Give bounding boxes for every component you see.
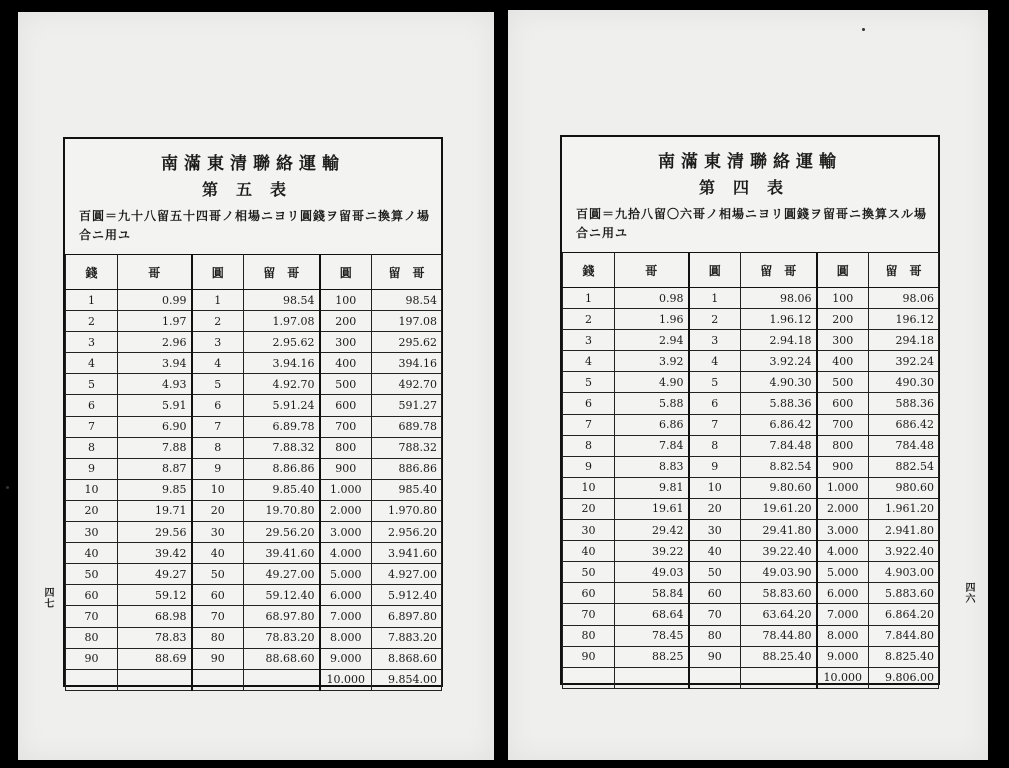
yen-cell: 10 — [192, 479, 244, 500]
table-row — [563, 604, 939, 625]
yen-cell: 7 — [689, 414, 741, 435]
ruble-kopeck-cell-2: 6.897.80 — [372, 606, 442, 627]
table-row — [563, 477, 939, 498]
sen-cell: 30 — [66, 522, 118, 543]
sen-cell — [563, 667, 615, 688]
table-row — [66, 500, 442, 521]
sen-cell: 50 — [563, 562, 615, 583]
kopeck-cell: 19.71 — [118, 500, 192, 521]
page-number: 四七 — [42, 587, 53, 609]
header-yen: 圓 — [192, 255, 244, 290]
ruble-kopeck-cell: 98.06 — [741, 288, 817, 309]
sen-cell: 9 — [563, 456, 615, 477]
sen-cell: 2 — [66, 311, 118, 332]
sen-cell: 5 — [66, 374, 118, 395]
yen-cell-2: 5.000 — [320, 564, 372, 585]
sen-cell: 7 — [563, 414, 615, 435]
kopeck-cell: 8.83 — [615, 456, 689, 477]
yen-cell: 7 — [192, 416, 244, 437]
ruble-kopeck-cell: 19.70.80 — [244, 500, 320, 521]
table-row — [66, 606, 442, 627]
yen-cell-2: 600 — [320, 395, 372, 416]
ruble-kopeck-cell: 6.89.78 — [244, 416, 320, 437]
ruble-kopeck-cell-2: 1.961.20 — [869, 498, 939, 519]
kopeck-cell: 7.88 — [118, 437, 192, 458]
ruble-kopeck-cell: 88.68.60 — [244, 648, 320, 669]
table-title: 南滿東清聯絡運輸 — [658, 152, 842, 172]
ruble-kopeck-cell: 19.61.20 — [741, 498, 817, 519]
kopeck-cell: 68.64 — [615, 604, 689, 625]
ruble-kopeck-cell-2: 591.27 — [372, 395, 442, 416]
ruble-kopeck-cell-2: 3.941.60 — [372, 543, 442, 564]
header-ruble-kopeck: 留 哥 — [741, 253, 817, 288]
table-row — [563, 309, 939, 330]
ruble-kopeck-cell: 8.82.54 — [741, 456, 817, 477]
table-row — [66, 374, 442, 395]
kopeck-cell — [118, 669, 192, 690]
ruble-kopeck-cell: 7.84.48 — [741, 435, 817, 456]
kopeck-cell: 88.69 — [118, 648, 192, 669]
yen-cell-2: 100 — [320, 290, 372, 311]
sen-cell: 10 — [563, 477, 615, 498]
yen-cell: 3 — [192, 332, 244, 353]
table-row — [563, 414, 939, 435]
table-row — [66, 458, 442, 479]
ruble-kopeck-cell-2: 9.806.00 — [869, 667, 939, 688]
table-row — [563, 562, 939, 583]
ruble-kopeck-cell-2: 196.12 — [869, 309, 939, 330]
yen-cell: 9 — [192, 458, 244, 479]
table-subtitle: 第四表 — [698, 178, 801, 197]
ruble-kopeck-cell-2: 686.42 — [869, 414, 939, 435]
sen-cell: 80 — [563, 625, 615, 646]
table-row — [563, 330, 939, 351]
conversion-table-5 — [63, 137, 443, 687]
yen-cell-2: 5.000 — [817, 562, 869, 583]
sen-cell: 90 — [563, 646, 615, 667]
table-row — [563, 498, 939, 519]
yen-cell-2: 900 — [817, 456, 869, 477]
sen-cell: 9 — [66, 458, 118, 479]
yen-cell: 30 — [192, 522, 244, 543]
sen-cell: 8 — [66, 437, 118, 458]
table-row — [563, 625, 939, 646]
sen-cell — [66, 669, 118, 690]
kopeck-cell: 78.45 — [615, 625, 689, 646]
yen-cell-2: 8.000 — [320, 627, 372, 648]
rate-grid — [65, 254, 442, 691]
ruble-kopeck-cell-2: 392.24 — [869, 351, 939, 372]
sen-cell: 80 — [66, 627, 118, 648]
sen-cell: 40 — [66, 543, 118, 564]
ruble-kopeck-cell: 49.27.00 — [244, 564, 320, 585]
yen-cell: 90 — [689, 646, 741, 667]
kopeck-cell: 49.03 — [615, 562, 689, 583]
table-title: 南滿東清聯絡運輸 — [161, 154, 345, 174]
sen-cell: 10 — [66, 479, 118, 500]
table-row — [66, 585, 442, 606]
yen-cell-2: 700 — [320, 416, 372, 437]
yen-cell-2: 400 — [320, 353, 372, 374]
ruble-kopeck-cell: 88.25.40 — [741, 646, 817, 667]
kopeck-cell: 3.92 — [615, 351, 689, 372]
table-subtitle: 第五表 — [201, 180, 304, 199]
kopeck-cell: 39.22 — [615, 541, 689, 562]
ruble-kopeck-cell: 5.91.24 — [244, 395, 320, 416]
yen-cell: 2 — [689, 309, 741, 330]
ruble-kopeck-cell-2: 8.825.40 — [869, 646, 939, 667]
ruble-kopeck-cell: 1.96.12 — [741, 309, 817, 330]
kopeck-cell: 29.42 — [615, 520, 689, 541]
ruble-kopeck-cell-2: 689.78 — [372, 416, 442, 437]
ruble-kopeck-cell: 68.97.80 — [244, 606, 320, 627]
table-row — [66, 395, 442, 416]
yen-cell-2: 3.000 — [817, 520, 869, 541]
table-row — [66, 627, 442, 648]
sen-cell: 4 — [563, 351, 615, 372]
yen-cell-2: 2.000 — [320, 500, 372, 521]
kopeck-cell: 2.94 — [615, 330, 689, 351]
rate-grid — [562, 252, 939, 689]
ruble-kopeck-cell: 39.22.40 — [741, 541, 817, 562]
yen-cell-2: 500 — [817, 372, 869, 393]
sen-cell: 90 — [66, 648, 118, 669]
yen-cell: 10 — [689, 477, 741, 498]
yen-cell: 50 — [192, 564, 244, 585]
sen-cell: 7 — [66, 416, 118, 437]
kopeck-cell: 6.90 — [118, 416, 192, 437]
yen-cell-2: 200 — [320, 311, 372, 332]
ruble-kopeck-cell: 58.83.60 — [741, 583, 817, 604]
ruble-kopeck-cell: 98.54 — [244, 290, 320, 311]
kopeck-cell: 8.87 — [118, 458, 192, 479]
table-row — [563, 393, 939, 414]
table-row — [66, 479, 442, 500]
ruble-kopeck-cell-2: 492.70 — [372, 374, 442, 395]
yen-cell: 5 — [689, 372, 741, 393]
yen-cell-2: 2.000 — [817, 498, 869, 519]
table-row — [563, 456, 939, 477]
ruble-kopeck-cell-2: 394.16 — [372, 353, 442, 374]
kopeck-cell: 88.25 — [615, 646, 689, 667]
yen-cell: 20 — [192, 500, 244, 521]
kopeck-cell: 3.94 — [118, 353, 192, 374]
sen-cell: 8 — [563, 435, 615, 456]
header-ruble-kopeck-2: 留 哥 — [372, 255, 442, 290]
yen-cell-2: 400 — [817, 351, 869, 372]
yen-cell: 50 — [689, 562, 741, 583]
yen-cell-2: 10.000 — [320, 669, 372, 690]
yen-cell-2: 300 — [320, 332, 372, 353]
ruble-kopeck-cell-2: 98.06 — [869, 288, 939, 309]
table-description: 百圓＝九十八留五十四哥ノ相場ニヨリ圓錢ヲ留哥ニ換算ノ場合ニ用ユ — [79, 209, 431, 242]
table-row — [66, 669, 442, 690]
sen-cell: 20 — [563, 498, 615, 519]
header-yen-2: 圓 — [817, 253, 869, 288]
yen-cell: 40 — [689, 541, 741, 562]
kopeck-cell: 4.90 — [615, 372, 689, 393]
sen-cell: 70 — [563, 604, 615, 625]
ruble-kopeck-cell: 6.86.42 — [741, 414, 817, 435]
kopeck-cell: 9.81 — [615, 477, 689, 498]
ruble-kopeck-cell: 29.56.20 — [244, 522, 320, 543]
kopeck-cell — [615, 667, 689, 688]
ruble-kopeck-cell-2: 9.854.00 — [372, 669, 442, 690]
header-sen: 錢 — [563, 253, 615, 288]
yen-cell-2: 9.000 — [320, 648, 372, 669]
yen-cell-2: 700 — [817, 414, 869, 435]
ruble-kopeck-cell: 29.41.80 — [741, 520, 817, 541]
ruble-kopeck-cell: 4.92.70 — [244, 374, 320, 395]
sen-cell: 3 — [66, 332, 118, 353]
yen-cell-2: 200 — [817, 309, 869, 330]
ruble-kopeck-cell-2: 980.60 — [869, 477, 939, 498]
yen-cell-2: 1.000 — [320, 479, 372, 500]
ruble-kopeck-cell: 3.94.16 — [244, 353, 320, 374]
ruble-kopeck-cell — [244, 669, 320, 690]
yen-cell-2: 4.000 — [320, 543, 372, 564]
ruble-kopeck-cell-2: 7.883.20 — [372, 627, 442, 648]
table-row — [563, 351, 939, 372]
yen-cell: 40 — [192, 543, 244, 564]
ruble-kopeck-cell: 3.92.24 — [741, 351, 817, 372]
yen-cell: 90 — [192, 648, 244, 669]
ruble-kopeck-cell-2: 490.30 — [869, 372, 939, 393]
kopeck-cell: 1.96 — [615, 309, 689, 330]
ruble-kopeck-cell-2: 197.08 — [372, 311, 442, 332]
yen-cell: 4 — [192, 353, 244, 374]
yen-cell: 70 — [192, 606, 244, 627]
left-page — [18, 12, 494, 760]
yen-cell: 8 — [689, 435, 741, 456]
kopeck-cell: 49.27 — [118, 564, 192, 585]
yen-cell: 4 — [689, 351, 741, 372]
sen-cell: 5 — [563, 372, 615, 393]
ruble-kopeck-cell-2: 985.40 — [372, 479, 442, 500]
ruble-kopeck-cell-2: 882.54 — [869, 456, 939, 477]
yen-cell: 6 — [689, 393, 741, 414]
header-sen: 錢 — [66, 255, 118, 290]
yen-cell: 3 — [689, 330, 741, 351]
ruble-kopeck-cell-2: 4.927.00 — [372, 564, 442, 585]
yen-cell-2: 10.000 — [817, 667, 869, 688]
yen-cell-2: 9.000 — [817, 646, 869, 667]
table-row — [563, 288, 939, 309]
header-yen: 圓 — [689, 253, 741, 288]
yen-cell: 80 — [689, 625, 741, 646]
yen-cell: 60 — [192, 585, 244, 606]
table-row — [563, 520, 939, 541]
sen-cell: 6 — [563, 393, 615, 414]
kopeck-cell: 59.12 — [118, 585, 192, 606]
header-kopeck: 哥 — [615, 253, 689, 288]
yen-cell: 6 — [192, 395, 244, 416]
table-row — [66, 353, 442, 374]
sen-cell: 4 — [66, 353, 118, 374]
sen-cell: 2 — [563, 309, 615, 330]
sen-cell: 60 — [66, 585, 118, 606]
sen-cell: 30 — [563, 520, 615, 541]
header-yen-2: 圓 — [320, 255, 372, 290]
yen-cell-2: 600 — [817, 393, 869, 414]
ruble-kopeck-cell: 39.41.60 — [244, 543, 320, 564]
yen-cell: 1 — [689, 288, 741, 309]
yen-cell-2: 1.000 — [817, 477, 869, 498]
ruble-kopeck-cell: 2.95.62 — [244, 332, 320, 353]
scan-speck — [862, 28, 865, 31]
yen-cell-2: 6.000 — [817, 583, 869, 604]
ruble-kopeck-cell-2: 295.62 — [372, 332, 442, 353]
ruble-kopeck-cell: 1.97.08 — [244, 311, 320, 332]
yen-cell-2: 7.000 — [817, 604, 869, 625]
table-row — [66, 437, 442, 458]
ruble-kopeck-cell: 49.03.90 — [741, 562, 817, 583]
yen-cell-2: 4.000 — [817, 541, 869, 562]
ruble-kopeck-cell-2: 788.32 — [372, 437, 442, 458]
ruble-kopeck-cell: 59.12.40 — [244, 585, 320, 606]
ruble-kopeck-cell-2: 4.903.00 — [869, 562, 939, 583]
header-ruble-kopeck-2: 留 哥 — [869, 253, 939, 288]
table-row — [66, 311, 442, 332]
yen-cell: 30 — [689, 520, 741, 541]
ruble-kopeck-cell-2: 1.970.80 — [372, 500, 442, 521]
kopeck-cell: 5.91 — [118, 395, 192, 416]
ruble-kopeck-cell-2: 6.864.20 — [869, 604, 939, 625]
table-header — [66, 255, 442, 290]
table-row — [66, 416, 442, 437]
yen-cell-2: 500 — [320, 374, 372, 395]
table-row — [563, 667, 939, 688]
sen-cell: 3 — [563, 330, 615, 351]
yen-cell-2: 6.000 — [320, 585, 372, 606]
yen-cell-2: 300 — [817, 330, 869, 351]
ruble-kopeck-cell-2: 3.922.40 — [869, 541, 939, 562]
ruble-kopeck-cell: 78.44.80 — [741, 625, 817, 646]
ruble-kopeck-cell-2: 294.18 — [869, 330, 939, 351]
header-kopeck: 哥 — [118, 255, 192, 290]
kopeck-cell: 6.86 — [615, 414, 689, 435]
sen-cell: 1 — [563, 288, 615, 309]
sen-cell: 50 — [66, 564, 118, 585]
sen-cell: 20 — [66, 500, 118, 521]
sen-cell: 60 — [563, 583, 615, 604]
yen-cell — [192, 669, 244, 690]
ruble-kopeck-cell: 7.88.32 — [244, 437, 320, 458]
table-row — [563, 372, 939, 393]
kopeck-cell: 39.42 — [118, 543, 192, 564]
yen-cell: 2 — [192, 311, 244, 332]
table-row — [563, 583, 939, 604]
ruble-kopeck-cell: 63.64.20 — [741, 604, 817, 625]
ruble-kopeck-cell: 5.88.36 — [741, 393, 817, 414]
table-row — [563, 435, 939, 456]
kopeck-cell: 7.84 — [615, 435, 689, 456]
ruble-kopeck-cell-2: 8.868.60 — [372, 648, 442, 669]
table-row — [66, 332, 442, 353]
kopeck-cell: 9.85 — [118, 479, 192, 500]
header-ruble-kopeck: 留 哥 — [244, 255, 320, 290]
yen-cell: 9 — [689, 456, 741, 477]
yen-cell-2: 3.000 — [320, 522, 372, 543]
ruble-kopeck-cell-2: 588.36 — [869, 393, 939, 414]
kopeck-cell: 68.98 — [118, 606, 192, 627]
kopeck-cell: 4.93 — [118, 374, 192, 395]
yen-cell: 60 — [689, 583, 741, 604]
yen-cell: 1 — [192, 290, 244, 311]
kopeck-cell: 1.97 — [118, 311, 192, 332]
kopeck-cell: 58.84 — [615, 583, 689, 604]
ruble-kopeck-cell-2: 7.844.80 — [869, 625, 939, 646]
yen-cell-2: 7.000 — [320, 606, 372, 627]
ruble-kopeck-cell — [741, 667, 817, 688]
yen-cell-2: 800 — [320, 437, 372, 458]
table-header — [563, 253, 939, 288]
conversion-table-4 — [560, 135, 940, 685]
scan-speck — [6, 486, 9, 489]
ruble-kopeck-cell: 8.86.86 — [244, 458, 320, 479]
table-description: 百圓＝九拾八留〇六哥ノ相場ニヨリ圓錢ヲ留哥ニ換算スル場合ニ用ユ — [576, 207, 928, 240]
table-row — [66, 648, 442, 669]
kopeck-cell: 5.88 — [615, 393, 689, 414]
ruble-kopeck-cell-2: 886.86 — [372, 458, 442, 479]
table-body — [563, 288, 939, 689]
ruble-kopeck-cell-2: 784.48 — [869, 435, 939, 456]
yen-cell — [689, 667, 741, 688]
right-page — [508, 10, 988, 760]
ruble-kopeck-cell: 78.83.20 — [244, 627, 320, 648]
table-row — [66, 522, 442, 543]
table-row — [563, 541, 939, 562]
yen-cell-2: 100 — [817, 288, 869, 309]
sen-cell: 40 — [563, 541, 615, 562]
page-number: 四六 — [963, 582, 974, 604]
ruble-kopeck-cell-2: 2.956.20 — [372, 522, 442, 543]
kopeck-cell: 0.99 — [118, 290, 192, 311]
ruble-kopeck-cell-2: 2.941.80 — [869, 520, 939, 541]
sen-cell: 6 — [66, 395, 118, 416]
ruble-kopeck-cell-2: 5.883.60 — [869, 583, 939, 604]
yen-cell: 80 — [192, 627, 244, 648]
table-row — [563, 646, 939, 667]
ruble-kopeck-cell-2: 98.54 — [372, 290, 442, 311]
sen-cell: 1 — [66, 290, 118, 311]
yen-cell: 20 — [689, 498, 741, 519]
ruble-kopeck-cell: 9.85.40 — [244, 479, 320, 500]
kopeck-cell: 19.61 — [615, 498, 689, 519]
yen-cell-2: 800 — [817, 435, 869, 456]
kopeck-cell: 29.56 — [118, 522, 192, 543]
yen-cell-2: 8.000 — [817, 625, 869, 646]
kopeck-cell: 78.83 — [118, 627, 192, 648]
kopeck-cell: 0.98 — [615, 288, 689, 309]
table-row — [66, 290, 442, 311]
ruble-kopeck-cell: 9.80.60 — [741, 477, 817, 498]
ruble-kopeck-cell: 2.94.18 — [741, 330, 817, 351]
sen-cell: 70 — [66, 606, 118, 627]
table-row — [66, 543, 442, 564]
yen-cell-2: 900 — [320, 458, 372, 479]
ruble-kopeck-cell: 4.90.30 — [741, 372, 817, 393]
yen-cell: 5 — [192, 374, 244, 395]
yen-cell: 70 — [689, 604, 741, 625]
kopeck-cell: 2.96 — [118, 332, 192, 353]
table-body — [66, 290, 442, 691]
yen-cell: 8 — [192, 437, 244, 458]
ruble-kopeck-cell-2: 5.912.40 — [372, 585, 442, 606]
table-row — [66, 564, 442, 585]
